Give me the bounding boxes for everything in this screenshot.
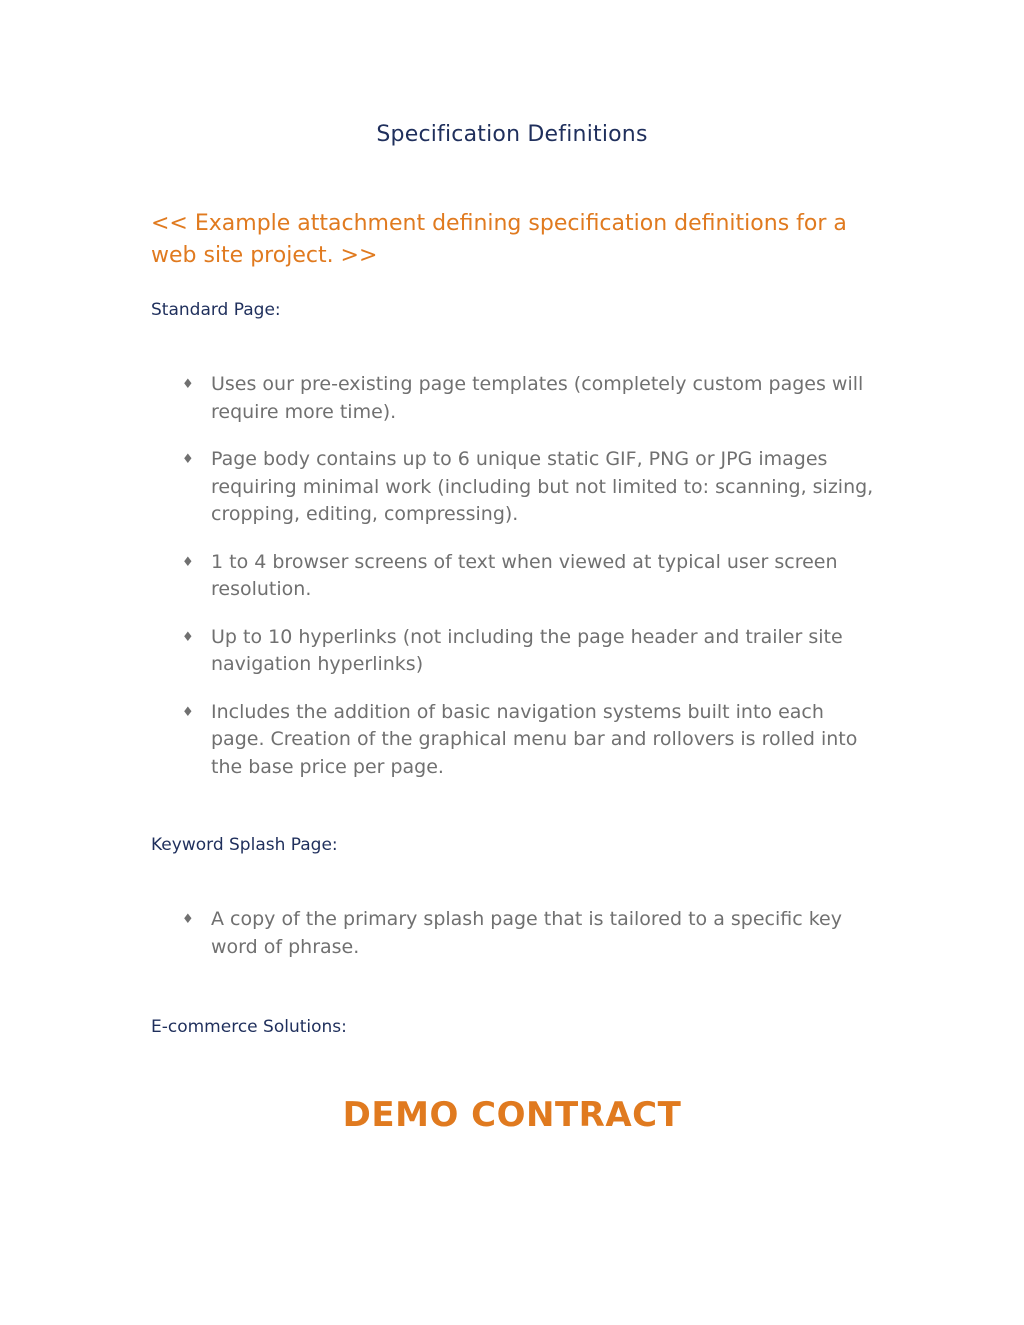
diamond-bullet-icon: ♦ [182,912,194,927]
list-item [182,549,882,604]
diamond-bullet-icon: ♦ [182,629,194,645]
page-title: Specification Definitions [376,122,648,147]
section-heading-ecommerce-solutions: E-commerce Solutions: [151,1017,347,1037]
list-item [182,446,882,529]
list-item [182,906,882,961]
list-item [182,699,882,782]
diamond-bullet-icon: ♦ [182,704,194,720]
list-item-text: 1 to 4 browser screens of text when viewed at typical user screen resolution. [211,550,838,600]
standard-page-list [182,371,882,801]
section-heading-keyword-splash-page: Keyword Splash Page: [151,835,338,855]
list-item [182,624,882,679]
diamond-bullet-icon: ♦ [182,554,194,570]
demo-contract-watermark: DEMO CONTRACT [342,1095,682,1135]
diamond-bullet-icon: ♦ [182,452,194,467]
list-item [182,371,882,426]
list-item-text: Page body contains up to 6 unique static GIF, PNG or JPG images requiring minimal work (including but not limited to: scanning, sizing, cropping, editing, compressing). [211,448,874,525]
keyword-splash-list [182,906,882,981]
intro-note: << Example attachment defining specification definitions for a web site project. >> [151,211,847,268]
list-item-text: Up to 10 hyperlinks (not including the page header and trailer site navigation hyperlinks) [211,625,843,675]
section-heading-standard-page: Standard Page: [151,300,281,320]
list-item-text: A copy of the primary splash page that is tailored to a specific key word of phrase. [211,908,842,958]
list-item-text: Includes the addition of basic navigation systems built into each page. Creation of the graphical menu bar and rollovers is rolled into the base price per page. [211,700,858,778]
list-item-text: Uses our pre-existing page templates (completely custom pages will require more time). [211,373,864,423]
diamond-bullet-icon: ♦ [182,377,194,392]
